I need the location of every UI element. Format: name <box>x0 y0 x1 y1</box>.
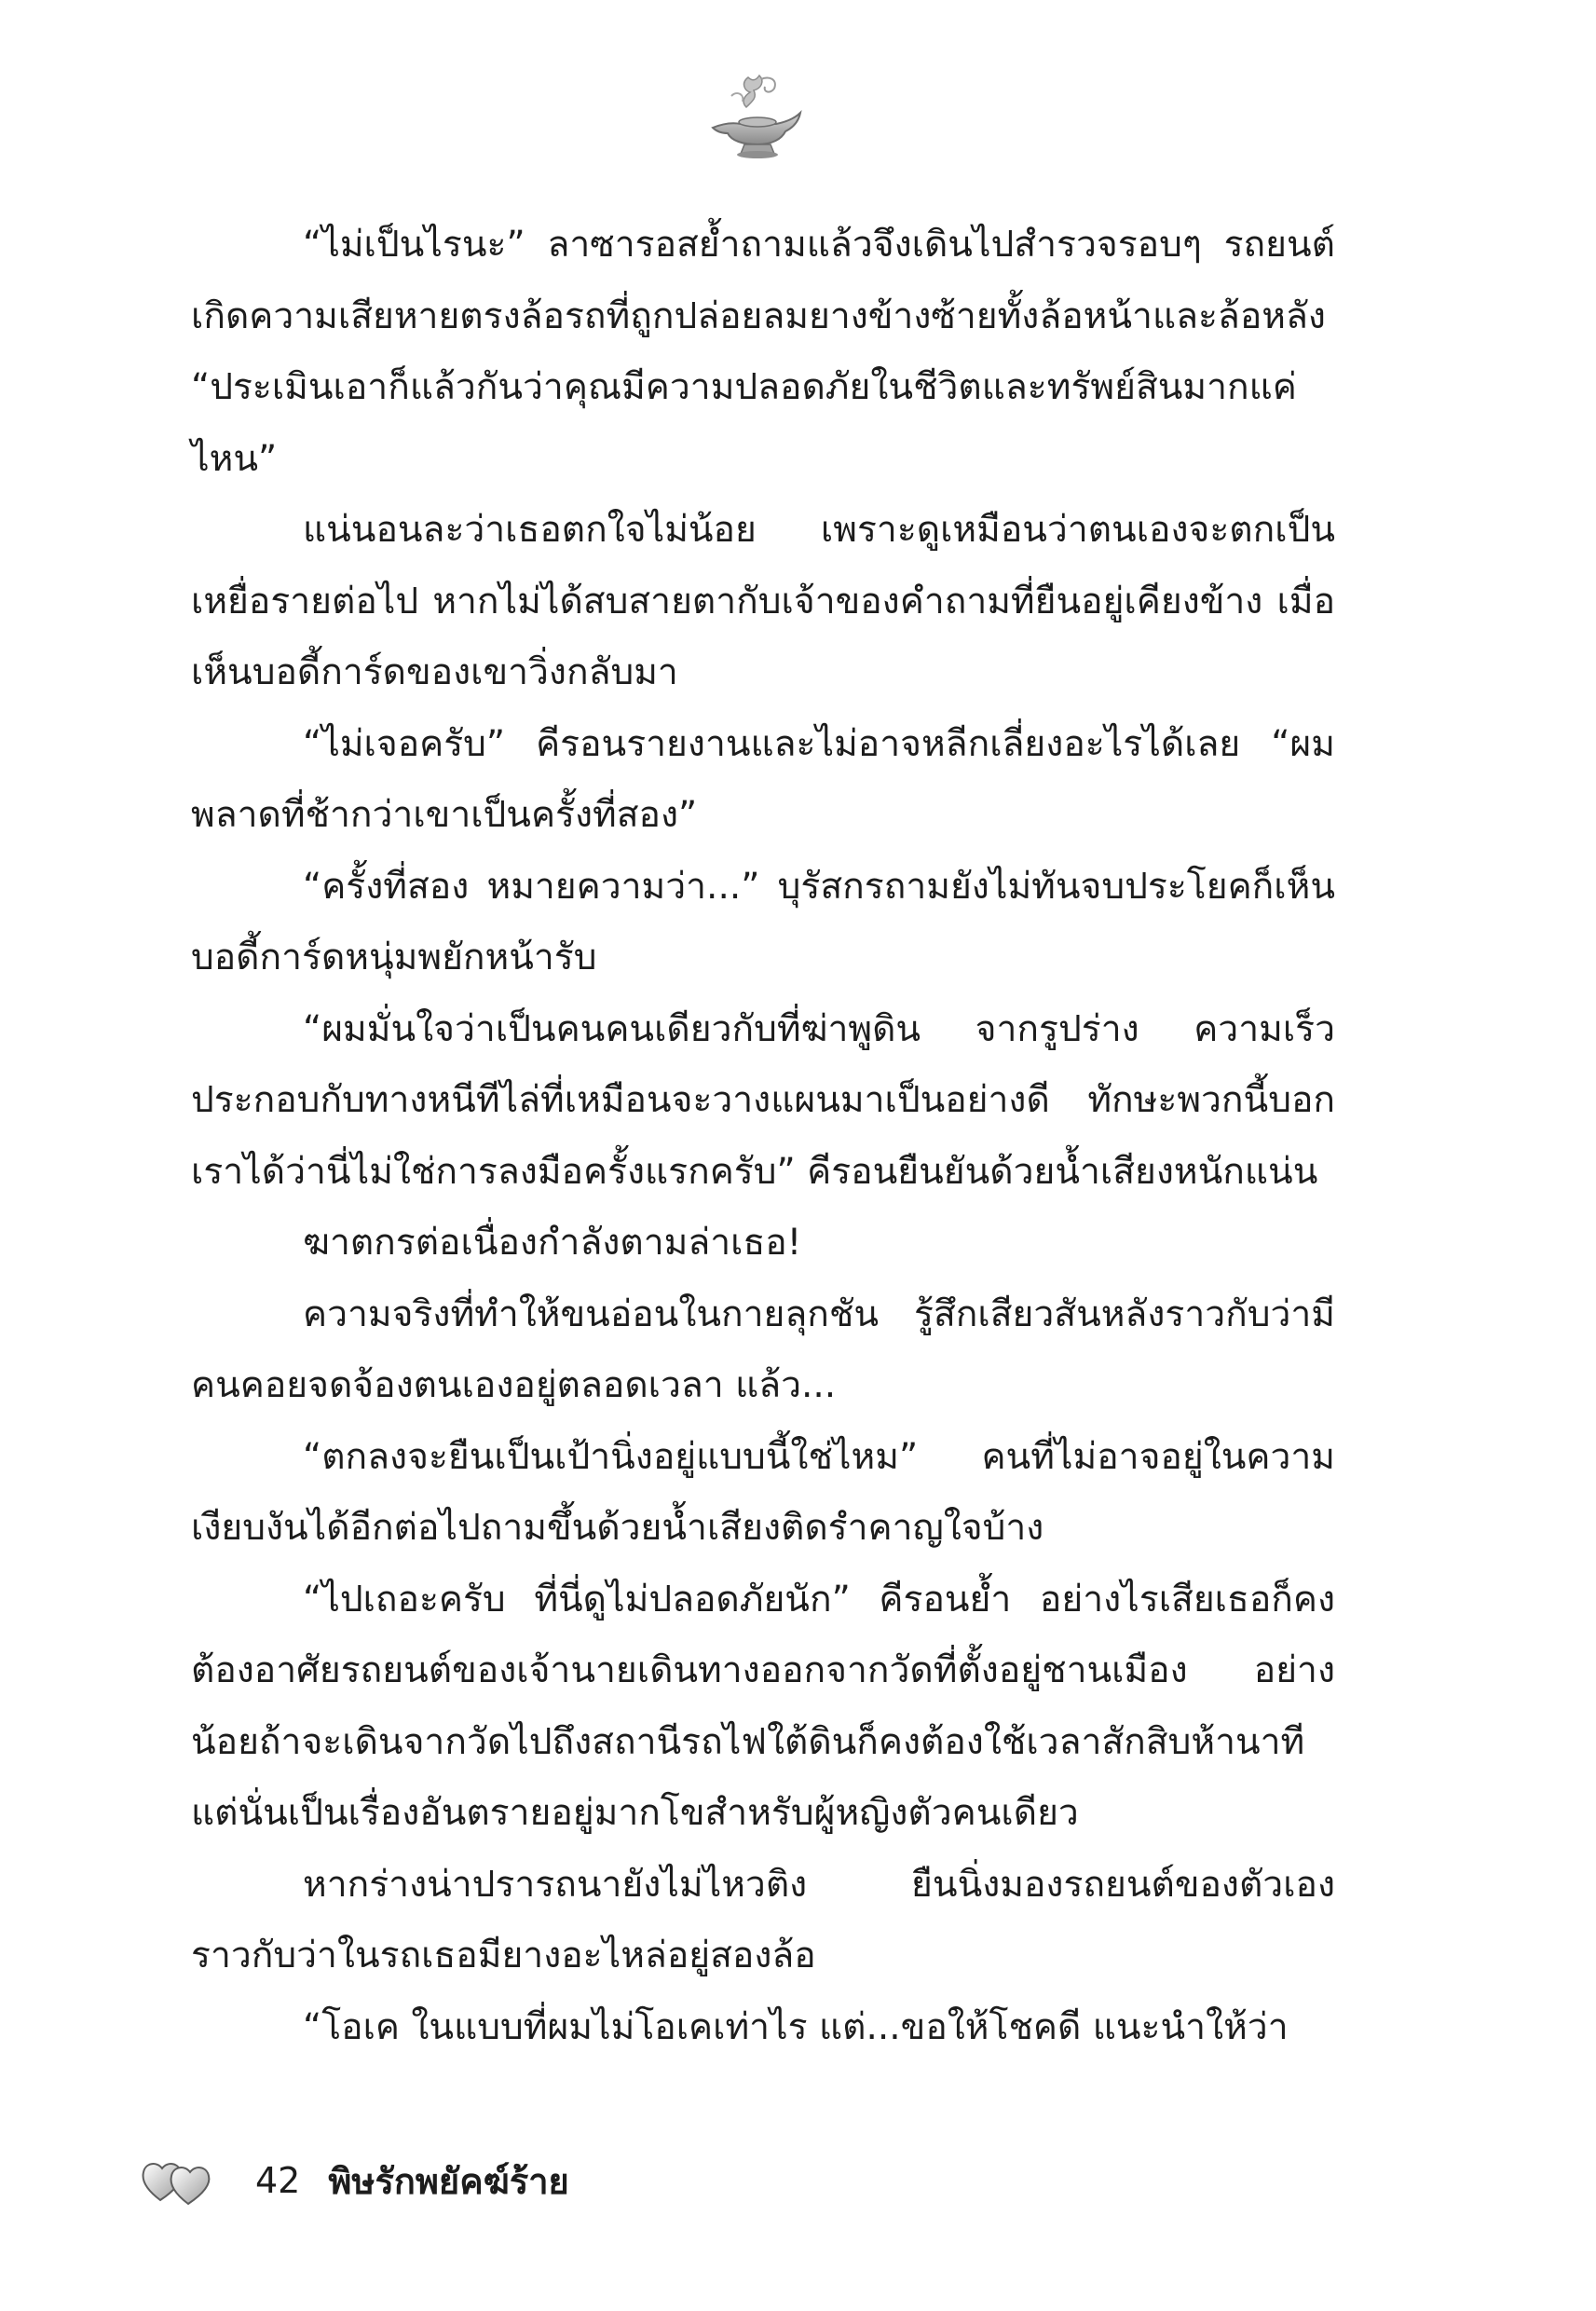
paragraph: “ไม่เป็นไรนะ” ลาซารอสย้ำถามแล้วจึงเดินไปสำรวจรอบๆ รถยนต์เกิดความเสียหายตรงล้อรถที่ถูกปล่อยลมยางข้างซ้ายทั้งล้อหน้าและล้อหลัง “ประเมินเอาก็แล้วกันว่าคุณมีความปลอดภัยในชีวิตและทรัพย์สินมากแค่ไหน” <box>191 224 1335 480</box>
genie-lamp-icon <box>703 70 806 163</box>
paragraph: หากร่างน่าปรารถนายังไม่ไหวติง ยืนนิ่งมองรถยนต์ของตัวเองราวกับว่าในรถเธอมียางอะไหล่อยู่สองล้อ <box>191 1863 1335 1976</box>
paragraph: ฆาตกรต่อเนื่องกำลังตามล่าเธอ! <box>303 1222 802 1264</box>
paragraph: “ไม่เจอครับ” คีรอนรายงานและไม่อาจหลีกเลี่ยงอะไรได้เลย “ผมพลาดที่ช้ากว่าเขาเป็นครั้งที่สอง” <box>191 722 1335 836</box>
page-footer <box>140 2153 569 2208</box>
paragraph: “ตกลงจะยืนเป็นเป้านิ่งอยู่แบบนี้ใช่ไหม” คนที่ไม่อาจอยู่ในความเงียบงันได้อีกต่อไปถามขึ้นด้วยน้ำเสียงติดรำคาญใจบ้าง <box>191 1435 1335 1549</box>
paragraph: แน่นอนละว่าเธอตกใจไม่น้อย เพราะดูเหมือนว่าตนเองจะตกเป็นเหยื่อรายต่อไป หากไม่ได้สบสายตากับเจ้าของคำถามที่ยืนอยู่เคียงข้าง เมื่อเห็นบอดี้การ์ดของเขาวิ่งกลับมา <box>191 509 1335 693</box>
paragraph: “โอเค ในแบบที่ผมไม่โอเคเท่าไร แต่...ขอให้โชคดี แนะนำให้ว่า <box>303 2005 1289 2048</box>
hearts-icon <box>140 2154 216 2208</box>
book-title: พิษรักพยัคฆ์ร้าย <box>328 2160 569 2202</box>
paragraph: “ไปเถอะครับ ที่นี่ดูไม่ปลอดภัยนัก” คีรอนย้ำ อย่างไรเสียเธอก็คงต้องอาศัยรถยนต์ของเจ้านายเดินทางออกจากวัดที่ตั้งอยู่ชานเมือง อย่างน้อยถ้าจะเดินจากวัดไปถึงสถานีรถไฟใต้ดินก็คงต้องใช้เวลาสักสิบห้านาที แต่นั่นเป็นเรื่องอันตรายอยู่มากโขสำหรับผู้หญิงตัวคนเดียว <box>191 1578 1335 1834</box>
body-text <box>191 210 1335 2063</box>
paragraph: ความจริงที่ทำให้ขนอ่อนในกายลุกชัน รู้สึกเสียวสันหลังราวกับว่ามีคนคอยจดจ้องตนเองอยู่ตลอดเวลา แล้ว... <box>191 1292 1335 1406</box>
paragraph: “ผมมั่นใจว่าเป็นคนคนเดียวกับที่ฆ่าพูดิน จากรูปร่าง ความเร็วประกอบกับทางหนีทีไล่ที่เหมือนจะวางแผนมาเป็นอย่างดี ทักษะพวกนี้บอกเราได้ว่านี่ไม่ใช่การลงมือครั้งแรกครับ” คีรอนยืนยันด้วยน้ำเสียงหนักแน่น <box>191 1007 1335 1193</box>
paragraph: “ครั้งที่สอง หมายความว่า...” บุรัสกรถามยังไม่ทันจบประโยคก็เห็นบอดี้การ์ดหนุ่มพยักหน้ารับ <box>191 865 1335 978</box>
page-number: 42 <box>255 2160 301 2201</box>
